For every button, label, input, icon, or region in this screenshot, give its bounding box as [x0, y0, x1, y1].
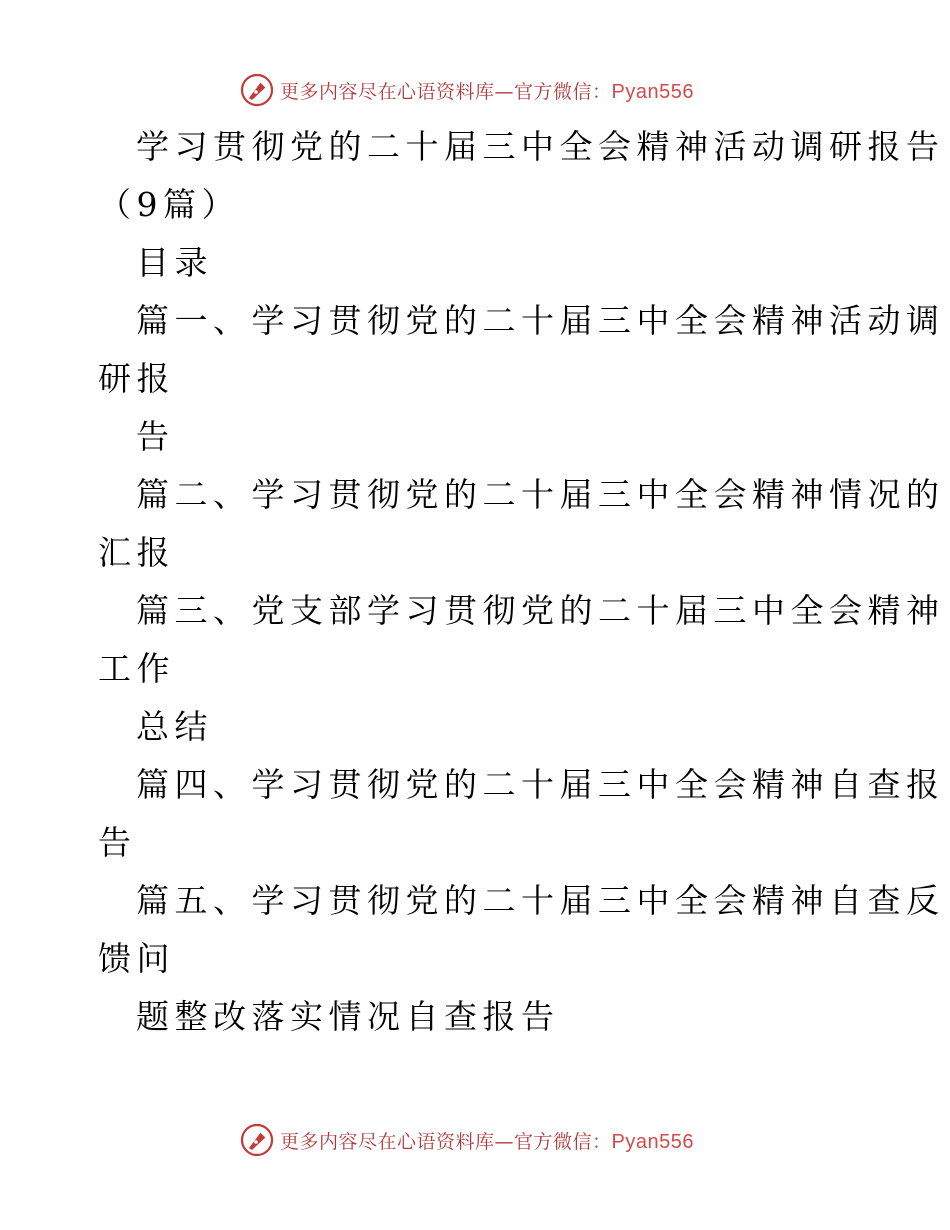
- pen-nib-logo-icon: [240, 73, 274, 107]
- toc-entry-line: 篇一、学习贯彻党的二十届三中全会精神活动调: [136, 301, 945, 340]
- banner-site-text: 更多内容尽在心语资料库: [280, 1130, 495, 1153]
- toc-entry-line: 告: [136, 417, 175, 456]
- toc-entry-1: [98, 292, 945, 466]
- toc-entry-line: 题整改落实情况自查报告: [136, 997, 560, 1036]
- header-banner: [0, 70, 950, 110]
- banner-wechat-label: 官方微信：: [514, 1130, 612, 1153]
- banner-wechat-label: 官方微信：: [514, 80, 612, 103]
- header-banner-content: [240, 73, 694, 107]
- toc-entry-4: [98, 756, 945, 872]
- toc-entry-3: [98, 582, 945, 756]
- banner-separator: —: [494, 80, 515, 103]
- toc-entry-line: 研报: [98, 359, 175, 398]
- banner-wechat-handle: Pyan556: [611, 1130, 694, 1153]
- banner-text: [280, 1127, 694, 1154]
- toc-entry-line: 馈问: [98, 939, 175, 978]
- toc-entry-line: 篇三、党支部学习贯彻党的二十届三中全会精神: [136, 591, 945, 630]
- doc-title-line-1: 学习贯彻党的二十届三中全会精神活动调研报告: [136, 127, 945, 166]
- toc-entry-5: [98, 872, 945, 1046]
- toc-entry-line: 篇二、学习贯彻党的二十届三中全会精神情况的: [136, 475, 945, 514]
- toc-entry-line: 汇报: [98, 533, 175, 572]
- footer-banner-content: [240, 1123, 694, 1157]
- doc-title-line-2: （9篇）: [98, 185, 240, 224]
- banner-text: [280, 77, 694, 104]
- toc-heading: 目录: [136, 243, 213, 282]
- toc-entry-line: 篇五、学习贯彻党的二十届三中全会精神自查反: [136, 881, 945, 920]
- banner-wechat-handle: Pyan556: [611, 80, 694, 103]
- pen-nib-logo-icon: [240, 1123, 274, 1157]
- toc-entry-2: [98, 466, 945, 582]
- document-body: [98, 118, 945, 1046]
- toc-entry-line: 总结: [136, 707, 213, 746]
- toc-entry-line: 告: [98, 823, 137, 862]
- banner-separator: —: [494, 1130, 515, 1153]
- toc-entry-line: 工作: [98, 649, 175, 688]
- footer-banner: [0, 1120, 950, 1160]
- banner-site-text: 更多内容尽在心语资料库: [280, 80, 495, 103]
- toc-entry-line: 篇四、学习贯彻党的二十届三中全会精神自查报: [136, 765, 945, 804]
